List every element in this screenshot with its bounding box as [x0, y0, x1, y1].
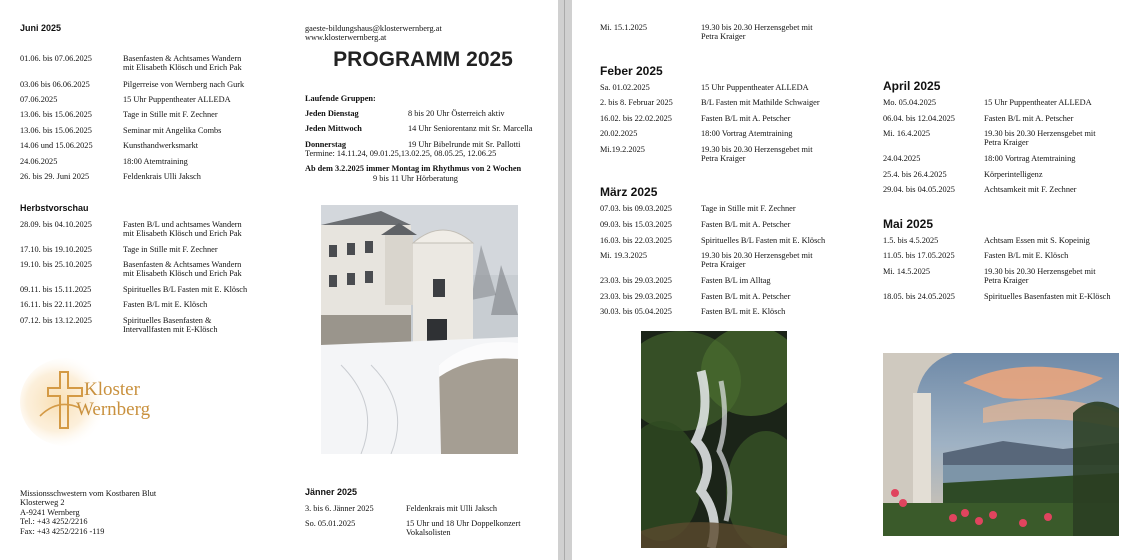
schedule-description [701, 204, 796, 213]
schedule-description [701, 145, 813, 164]
description-line: mit Elisabeth Klösch und Erich Pak [123, 229, 242, 239]
group-label: Donnerstag [305, 140, 347, 149]
schedule-description [123, 172, 201, 181]
address-line: Klosterweg 2 [20, 498, 65, 508]
schedule-description [123, 245, 218, 254]
description-line: Fasten B/L mit A. Petscher [701, 114, 791, 123]
schedule-date: 07.03. bis 09.03.2025 [600, 204, 672, 213]
kloster-building-photo [321, 205, 518, 454]
schedule-description [701, 292, 790, 301]
schedule-description [984, 114, 1073, 123]
description-line: 15 Uhr und 18 Uhr Doppelkonzert [406, 519, 521, 528]
schedule-description [123, 285, 247, 294]
address-line: Tel.: +43 4252/2216 [20, 517, 88, 527]
group-label: Jeden Mittwoch [305, 124, 362, 133]
schedule-date: So. 05.01.2025 [305, 519, 356, 528]
schedule-description [984, 185, 1076, 194]
terrace-sunset-photo [883, 353, 1119, 536]
schedule-description [701, 236, 825, 245]
description-line: Petra Kraiger [701, 260, 746, 270]
schedule-date: 28.09. bis 04.10.2025 [20, 220, 92, 229]
description-line: Fasten B/L mit A. Petscher [984, 114, 1074, 123]
description-line: 19.30 bis 20.30 Herzensgebet mit [984, 129, 1096, 138]
section-title-mai: Mai 2025 [883, 217, 934, 231]
group-montag: Ab dem 3.2.2025 immer Montag im Rhythmus von 2 Wochen [305, 164, 522, 173]
description-line: 19.30 bis 20.30 Herzensgebet mit [701, 251, 813, 260]
description-line: Petra Kraiger [984, 276, 1029, 286]
left-page [0, 0, 558, 560]
page-gutter [558, 0, 572, 560]
group-montag-detail: 9 bis 11 Uhr Hörberatung [373, 174, 458, 183]
description-line: Seminar mit Angelika Combs [123, 126, 222, 135]
address-line: A-9241 Wernberg [20, 507, 80, 517]
schedule-description [123, 80, 244, 89]
schedule-date: Mo. 05.04.2025 [883, 98, 937, 107]
section-title-herbstvorschau: Herbstvorschau [20, 203, 89, 213]
description-line: Tage in Stille mit F. Zechner [123, 110, 218, 119]
description-line: 18:00 Vortrag Atemtraining [984, 154, 1076, 163]
description-line: Tage in Stille mit F. Zechner [701, 204, 796, 213]
group-text: 8 bis 20 Uhr Österreich aktiv [408, 109, 505, 118]
section-title-jaenner: Jänner 2025 [305, 487, 358, 497]
description-line: Fasten B/L und achtsames Wandern [123, 220, 242, 229]
schedule-description [701, 220, 790, 229]
schedule-date: 09.03. bis 15.03.2025 [600, 220, 672, 229]
section-title-maerz: März 2025 [600, 185, 658, 199]
description-line: 15 Uhr Puppentheater ALLEDA [984, 98, 1092, 107]
description-line: Tage in Stille mit F. Zechner [123, 245, 218, 254]
schedule-date: Mi. 14.5.2025 [883, 267, 931, 276]
contact-block [305, 24, 442, 43]
schedule-date: 18.05. bis 24.05.2025 [883, 292, 955, 301]
schedule-date: 01.06. bis 07.06.2025 [20, 54, 92, 63]
description-line: Pilgerreise von Wernberg nach Gurk [123, 80, 245, 89]
schedule-date: 23.03. bis 29.03.2025 [600, 276, 672, 285]
description-line: Vokalsolisten [406, 528, 451, 538]
schedule-date: 1.5. bis 4.5.2025 [883, 236, 939, 245]
schedule-date: 09.11. bis 15.11.2025 [20, 285, 92, 294]
schedule-date: 2. bis 8. Februar 2025 [600, 98, 673, 107]
schedule-date: 03.06 bis 06.06.2025 [20, 80, 90, 89]
section-title-feber: Feber 2025 [600, 64, 663, 78]
description-line: Basenfasten & Achtsames Wandern [123, 54, 242, 63]
schedule-description [123, 54, 242, 73]
schedule-date: 23.03. bis 29.03.2025 [600, 292, 672, 301]
description-line: Spirituelles B/L Fasten mit E. Klösch [123, 285, 248, 294]
schedule-date: 07.06.2025 [20, 95, 58, 104]
description-line: Spirituelles B/L Fasten mit E. Klösch [701, 236, 826, 245]
schedule-description [984, 154, 1075, 163]
group-text: 19 Uhr Bibelrunde mit Sr. Pallotti [408, 140, 521, 149]
schedule-description [701, 98, 820, 107]
section-title-juni: Juni 2025 [20, 23, 62, 33]
schedule-date: Mi.19.2.2025 [600, 145, 645, 154]
schedule-description [984, 251, 1068, 260]
description-line: Petra Kraiger [701, 32, 746, 42]
groups-title: Laufende Gruppen: [305, 94, 376, 103]
schedule-date: Mi. 16.4.2025 [883, 129, 931, 138]
schedule-date: 16.11. bis 22.11.2025 [20, 300, 92, 309]
description-line: Feldenkrais mit Ulli Jaksch [406, 504, 498, 513]
schedule-description [701, 307, 785, 316]
description-line: 18:00 Vortrag Atemtraining [701, 129, 793, 138]
schedule-description [123, 220, 242, 239]
description-line: Fasten B/L mit A. Petscher [701, 292, 791, 301]
schedule-date: 16.03. bis 22.03.2025 [600, 236, 672, 245]
description-line: Fasten B/L mit E. Klösch [123, 300, 208, 309]
schedule-description [701, 129, 792, 138]
description-line: 19.30 bis 20.30 Herzensgebet mit [984, 267, 1096, 276]
schedule-description [123, 300, 207, 309]
description-line: Petra Kraiger [701, 154, 746, 164]
schedule-description [123, 141, 198, 150]
description-line: 19.30 bis 20.30 Herzensgebet mit [701, 145, 813, 154]
schedule-description [984, 292, 1111, 301]
schedule-date: 26. bis 29. Juni 2025 [20, 172, 90, 181]
description-line: Kunsthandwerksmarkt [123, 141, 199, 150]
group-text: 14 Uhr Seniorentanz mit Sr. Marcella [408, 124, 533, 133]
schedule-description [701, 114, 790, 123]
logo-text-wernberg: Wernberg [76, 399, 151, 420]
schedule-date: 25.4. bis 26.4.2025 [883, 170, 947, 179]
address-line: Missionsschwestern vom Kostbaren Blut [20, 489, 157, 498]
schedule-description [701, 83, 809, 92]
schedule-date: Mi. 15.1.2025 [600, 23, 648, 32]
kloster-wernberg-logo [18, 358, 168, 448]
description-line: Fasten B/L mit A. Petscher [701, 220, 791, 229]
schedule-date: 16.02. bis 22.02.2025 [600, 114, 672, 123]
waterfall-photo [641, 331, 787, 548]
schedule-description [701, 276, 771, 285]
schedule-date: 17.10. bis 19.10.2025 [20, 245, 92, 254]
schedule-description [701, 251, 813, 270]
schedule-description [984, 236, 1090, 245]
schedule-description [123, 110, 218, 119]
schedule-date: 20.02.2025 [600, 129, 638, 138]
schedule-description [123, 260, 242, 279]
description-line: Spirituelles Basenfasten & [123, 316, 212, 325]
group-label: Jeden Dienstag [305, 109, 359, 118]
description-line: Petra Kraiger [984, 138, 1029, 148]
description-line: 18:00 Atemtraining [123, 157, 188, 166]
schedule-date: 07.12. bis 13.12.2025 [20, 316, 92, 325]
schedule-date: 06.04. bis 12.04.2025 [883, 114, 955, 123]
schedule-description [984, 267, 1096, 286]
schedule-date: 24.06.2025 [20, 157, 58, 166]
schedule-description [123, 316, 217, 335]
description-line: Fasten B/L mit E. Klösch [984, 251, 1069, 260]
description-line: mit Elisabeth Klösch und Erich Pak [123, 63, 242, 73]
schedule-date: 30.03. bis 05.04.2025 [600, 307, 672, 316]
description-line: Achtsamkeit mit F. Zechner [984, 185, 1077, 194]
description-line: Fasten B/L mit E. Klösch [701, 307, 786, 316]
schedule-date: 11.05. bis 17.05.2025 [883, 251, 955, 260]
schedule-date: 3. bis 6. Jänner 2025 [305, 504, 374, 513]
description-line: 15 Uhr Puppentheater ALLEDA [701, 83, 809, 92]
address-line: Fax: +43 4252/2216 -119 [20, 526, 105, 536]
description-line: Intervallfasten mit E-Klösch [123, 325, 218, 335]
description-line: Körperintelligenz [984, 170, 1043, 179]
address-block [20, 489, 156, 536]
schedule-date: 13.06. bis 15.06.2025 [20, 110, 92, 119]
schedule-description [123, 126, 221, 135]
description-line: 15 Uhr Puppentheater ALLEDA [123, 95, 231, 104]
description-line: Feldenkrais Ulli Jaksch [123, 172, 201, 181]
schedule-date: Mi. 19.3.2025 [600, 251, 648, 260]
schedule-description [984, 129, 1096, 148]
contact-website[interactable]: www.klosterwernberg.at [305, 33, 387, 43]
group-termine: Termine: 14.11.24, 09.01.25,13.02.25, 08.05.25, 12.06.25 [305, 149, 497, 158]
description-line: Basenfasten & Achtsames Wandern [123, 260, 242, 269]
schedule-date: 29.04. bis 04.05.2025 [883, 185, 955, 194]
description-line: B/L Fasten mit Mathilde Schwaiger [701, 98, 820, 107]
schedule-date: 24.04.2025 [883, 154, 921, 163]
schedule-description [406, 519, 521, 538]
schedule-description [984, 98, 1092, 107]
schedule-date: 19.10. bis 25.10.2025 [20, 260, 92, 269]
right-page [572, 0, 1140, 560]
program-title: PROGRAMM 2025 [333, 48, 513, 71]
schedule-description [123, 95, 231, 104]
schedule-description [984, 170, 1043, 179]
section-title-april: April 2025 [883, 79, 941, 93]
description-line: 19.30 bis 20.30 Herzensgebet mit [701, 23, 813, 32]
logo-text-kloster: Kloster [84, 379, 140, 400]
schedule-description [406, 504, 497, 513]
schedule-description [123, 157, 188, 166]
schedule-description [701, 23, 813, 42]
description-line: Fasten B/L im Alltag [701, 276, 771, 285]
contact-email[interactable]: gaeste-bildungshaus@klosterwernberg.at [305, 24, 442, 33]
schedule-date: 14.06 und 15.06.2025 [20, 141, 93, 150]
description-line: Achtsam Essen mit S. Kopeinig [984, 236, 1090, 245]
description-line: Spirituelles Basenfasten mit E-Klösch [984, 292, 1111, 301]
schedule-date: 13.06. bis 15.06.2025 [20, 126, 92, 135]
schedule-date: Sa. 01.02.2025 [600, 83, 650, 92]
description-line: mit Elisabeth Klösch und Erich Pak [123, 269, 242, 279]
